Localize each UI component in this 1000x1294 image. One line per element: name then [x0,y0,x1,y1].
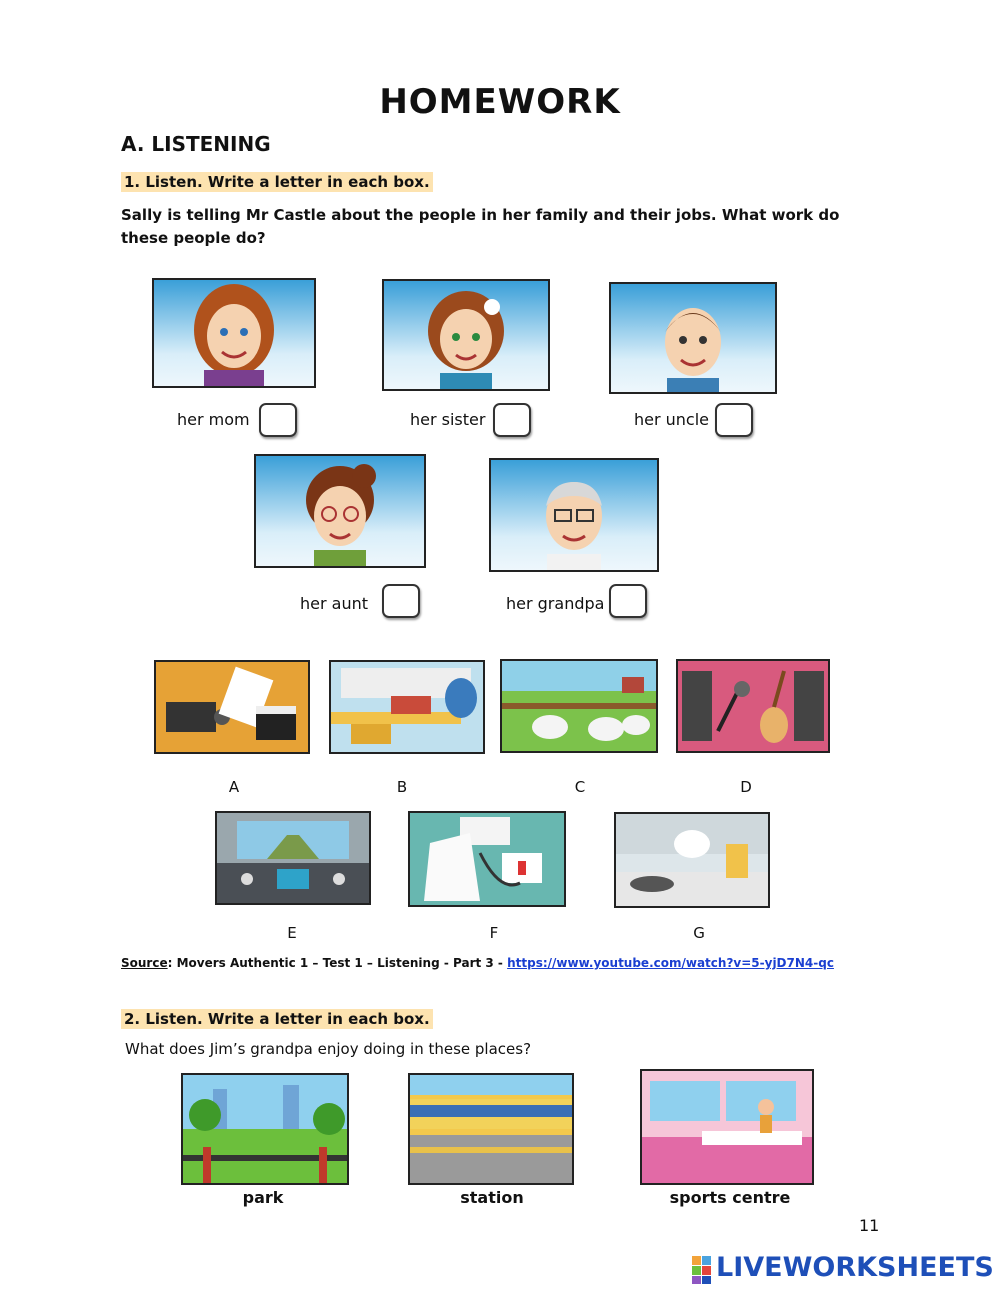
answer-box-uncle[interactable] [715,403,753,437]
q2-heading [121,1009,433,1028]
source-text: : Movers Authentic 1 – Test 1 – Listening - Part 3 - [167,956,508,970]
mom-face-image [154,280,314,386]
label-sister: her sister [410,410,486,429]
label-aunt: her aunt [300,594,369,613]
caption-sports-centre: sports centre [669,1188,791,1207]
job-picture-b [329,660,485,754]
letter-a: A [228,778,240,796]
job-picture-a [154,660,310,754]
job-picture-g [614,812,770,908]
place-picture-sports-centre [640,1069,814,1185]
job-picture-f [408,811,566,907]
letter-g: G [693,924,705,942]
job-picture-d [676,659,830,753]
music-instruments-image [678,661,828,751]
uncle-face-image [611,284,775,392]
uncle-portrait [609,282,777,394]
classroom-desk-image [331,662,483,752]
letter-d: D [740,778,752,796]
place-picture-station [408,1073,574,1185]
park-image [183,1075,347,1183]
q1-instruction: Sally is telling Mr Castle about the people in her family and their jobs. What work do these people do? [121,206,840,247]
letter-f: F [489,924,499,942]
aunt-face-image [256,456,424,566]
source-link[interactable]: https://www.youtube.com/watch?v=5-yjD7N4-qc [507,956,834,970]
section-heading: A. LISTENING [121,132,271,156]
doctor-coat-image [410,813,564,905]
q2-heading-text: 2. Listen. Write a letter in each box. [121,1009,433,1029]
q1-heading-text: 1. Listen. Write a letter in each box. [121,172,433,192]
letter-b: B [396,778,408,796]
label-grandpa: her grandpa [506,594,605,613]
train-cab-image [217,813,369,903]
mom-portrait [152,278,316,388]
grandpa-portrait [489,458,659,572]
letter-c: C [574,778,586,796]
liveworksheets-logo-icon [692,1256,712,1284]
job-picture-c [500,659,658,753]
farm-sheep-image [502,661,656,751]
sister-face-image [384,281,548,389]
answer-box-mom[interactable] [259,403,297,437]
sports-centre-image [642,1071,812,1183]
caption-station: station [460,1188,524,1207]
source-line [121,956,834,970]
q1-heading [121,172,433,191]
answer-box-aunt[interactable] [382,584,420,618]
logo-squares-icon [692,1256,712,1284]
kitchen-cook-image [616,814,768,906]
station-image [410,1075,572,1183]
letter-e: E [287,924,297,942]
brand-name: LIVEWORKSHEETS [716,1252,994,1283]
page-number: 11 [859,1216,880,1235]
sister-portrait [382,279,550,391]
q2-instruction: What does Jim’s grandpa enjoy doing in these places? [125,1040,532,1058]
caption-park: park [242,1188,284,1207]
aunt-portrait [254,454,426,568]
source-label: Source [121,956,168,970]
page-title: HOMEWORK [379,82,621,122]
label-uncle: her uncle [634,410,710,429]
place-picture-park [181,1073,349,1185]
answer-box-grandpa[interactable] [609,584,647,618]
film-camera-image [156,662,308,752]
label-mom: her mom [177,410,250,429]
grandpa-face-image [491,460,657,570]
answer-box-sister[interactable] [493,403,531,437]
job-picture-e [215,811,371,905]
